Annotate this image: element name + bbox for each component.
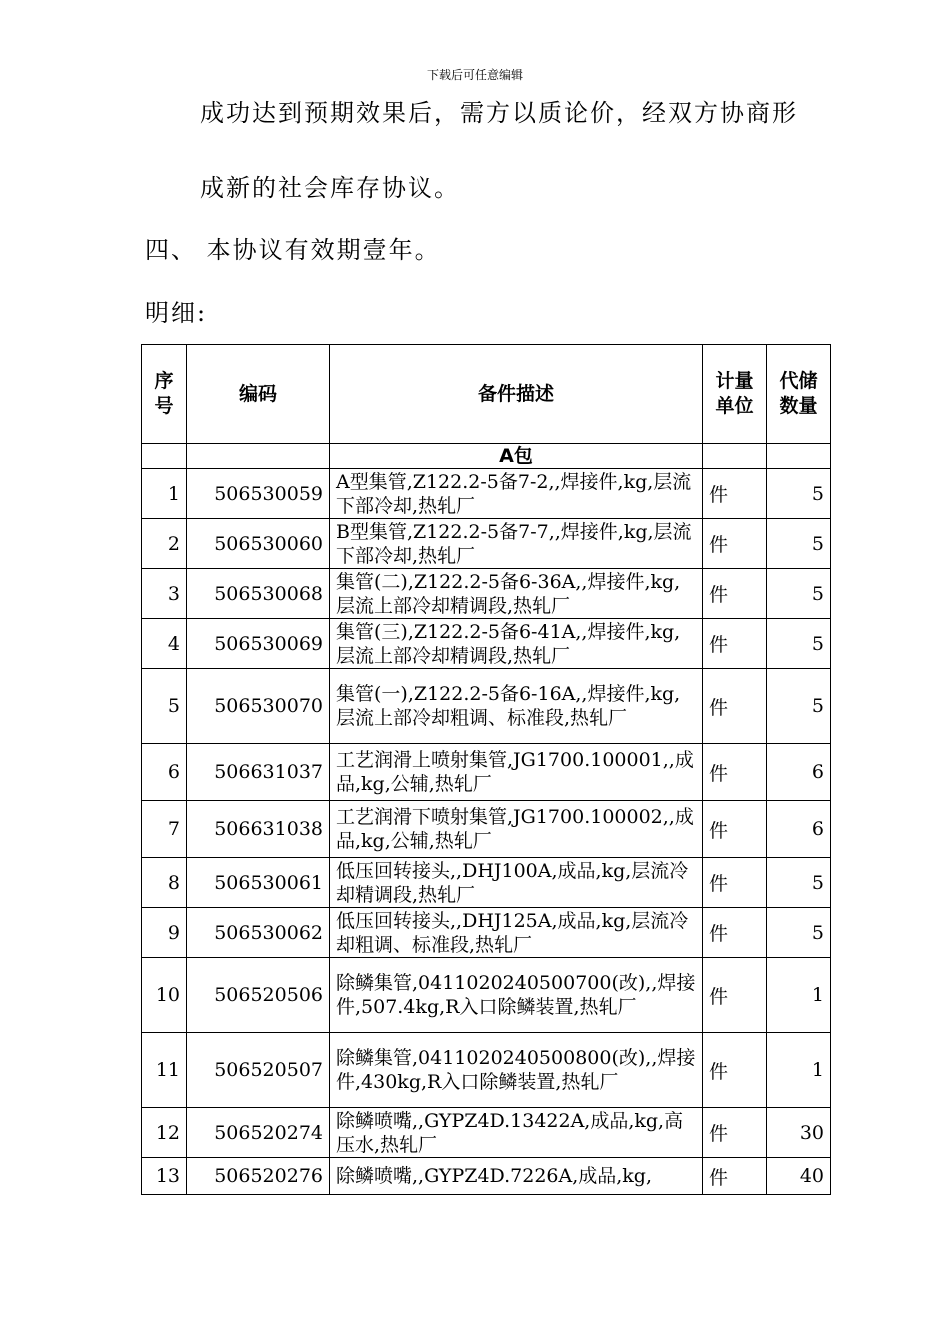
row-unit: 件: [703, 519, 767, 569]
row-description: 集管(二),Z122.2-5备6-36A,,焊接件,kg,层流上部冷却精调段,热轧厂: [330, 569, 703, 619]
row-code: 506520506: [187, 958, 330, 1033]
row-code: 506530060: [187, 519, 330, 569]
table-row: [142, 569, 831, 619]
row-index: 5: [142, 669, 187, 744]
table-row: [142, 519, 831, 569]
row-index: 6: [142, 744, 187, 801]
row-index: 1: [142, 469, 187, 519]
row-index: 9: [142, 908, 187, 958]
row-quantity: 5: [767, 619, 831, 669]
row-description: 除鳞喷嘴,,GYPZ4D.13422A,成品,kg,高压水,热轧厂: [330, 1108, 703, 1158]
row-description: 除鳞喷嘴,,GYPZ4D.7226A,成品,kg,: [330, 1158, 703, 1195]
row-description: B型集管,Z122.2-5备7-7,,焊接件,kg,层流下部冷却,热轧厂: [330, 519, 703, 569]
row-unit: 件: [703, 469, 767, 519]
row-quantity: 40: [767, 1158, 831, 1195]
table-row: [142, 744, 831, 801]
row-description: 低压回转接头,,DHJ125A,成品,kg,层流冷却粗调、标准段,热轧厂: [330, 908, 703, 958]
table-row: [142, 1108, 831, 1158]
row-code: 506520276: [187, 1158, 330, 1195]
row-quantity: 6: [767, 801, 831, 858]
group-row: [142, 444, 831, 469]
header-quantity: 代储数量: [767, 345, 831, 444]
row-code: 506530062: [187, 908, 330, 958]
table-row: [142, 619, 831, 669]
row-unit: 件: [703, 1158, 767, 1195]
row-unit: 件: [703, 801, 767, 858]
row-code: 506520507: [187, 1033, 330, 1108]
table-row: [142, 858, 831, 908]
row-description: 集管(一),Z122.2-5备6-16A,,焊接件,kg,层流上部冷却粗调、标准段,热轧厂: [330, 669, 703, 744]
row-index: 3: [142, 569, 187, 619]
row-unit: 件: [703, 744, 767, 801]
table-row: [142, 801, 831, 858]
table-row: [142, 469, 831, 519]
table-row: [142, 908, 831, 958]
row-quantity: 5: [767, 569, 831, 619]
table-row: [142, 669, 831, 744]
row-index: 8: [142, 858, 187, 908]
paragraph-line-1: 成功达到预期效果后，需方以质论价，经双方协商形: [200, 99, 798, 127]
row-unit: 件: [703, 669, 767, 744]
row-description: 除鳞集管,0411020240500800(改),,焊接件,430kg,R入口除鳞装置,热轧厂: [330, 1033, 703, 1108]
row-index: 11: [142, 1033, 187, 1108]
row-quantity: 5: [767, 519, 831, 569]
row-description: 工艺润滑上喷射集管,JG1700.100001,,成品,kg,公辅,热轧厂: [330, 744, 703, 801]
table-row: [142, 1033, 831, 1108]
row-code: 506530059: [187, 469, 330, 519]
clause-four: 四、 本协议有效期壹年。: [145, 236, 441, 264]
row-index: 7: [142, 801, 187, 858]
table-header-row: [142, 345, 831, 444]
row-index: 12: [142, 1108, 187, 1158]
row-code: 506631038: [187, 801, 330, 858]
row-index: 2: [142, 519, 187, 569]
header-unit: 计量单位: [703, 345, 767, 444]
row-quantity: 1: [767, 958, 831, 1033]
row-description: 低压回转接头,,DHJ100A,成品,kg,层流冷却精调段,热轧厂: [330, 858, 703, 908]
row-unit: 件: [703, 619, 767, 669]
page-header: 下载后可任意编辑: [426, 68, 523, 82]
row-description: 除鳞集管,0411020240500700(改),,焊接件,507.4kg,R入口除鳞装置,热轧厂: [330, 958, 703, 1033]
row-code: 506530069: [187, 619, 330, 669]
row-quantity: 30: [767, 1108, 831, 1158]
row-code: 506631037: [187, 744, 330, 801]
details-label: 明细:: [145, 299, 208, 327]
header-index: 序号: [142, 345, 187, 444]
row-description: 工艺润滑下喷射集管,JG1700.100002,,成品,kg,公辅,热轧厂: [330, 801, 703, 858]
row-code: 506520274: [187, 1108, 330, 1158]
detail-table: [141, 344, 831, 1195]
row-unit: 件: [703, 858, 767, 908]
table-row: [142, 1158, 831, 1195]
row-quantity: 5: [767, 858, 831, 908]
row-quantity: 5: [767, 669, 831, 744]
row-unit: 件: [703, 1033, 767, 1108]
group-name: A包: [330, 444, 703, 469]
row-code: 506530070: [187, 669, 330, 744]
row-description: 集管(三),Z122.2-5备6-41A,,焊接件,kg,层流上部冷却精调段,热轧厂: [330, 619, 703, 669]
row-unit: 件: [703, 569, 767, 619]
row-quantity: 5: [767, 908, 831, 958]
table-row: [142, 958, 831, 1033]
header-code: 编码: [187, 345, 330, 444]
header-description: 备件描述: [330, 345, 703, 444]
row-unit: 件: [703, 958, 767, 1033]
row-description: A型集管,Z122.2-5备7-2,,焊接件,kg,层流下部冷却,热轧厂: [330, 469, 703, 519]
row-unit: 件: [703, 1108, 767, 1158]
row-quantity: 1: [767, 1033, 831, 1108]
row-unit: 件: [703, 908, 767, 958]
row-quantity: 5: [767, 469, 831, 519]
paragraph-line-2: 成新的社会库存协议。: [200, 174, 460, 202]
row-code: 506530068: [187, 569, 330, 619]
row-index: 13: [142, 1158, 187, 1195]
row-code: 506530061: [187, 858, 330, 908]
row-index: 10: [142, 958, 187, 1033]
row-quantity: 6: [767, 744, 831, 801]
row-index: 4: [142, 619, 187, 669]
